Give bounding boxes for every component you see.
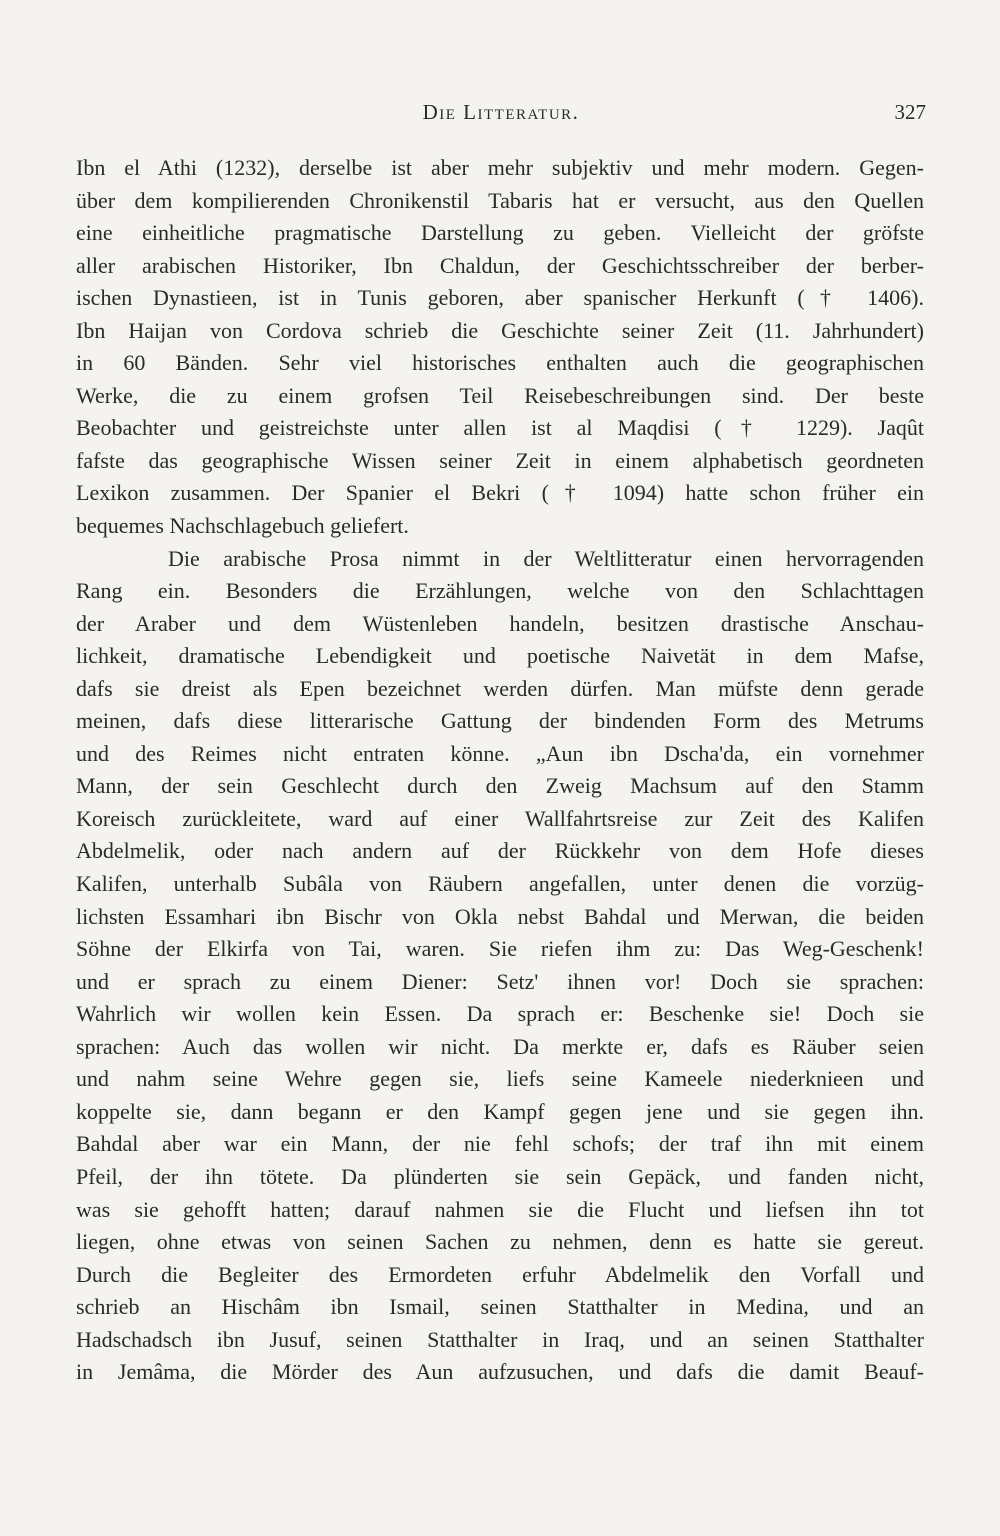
text-line: liegen, ohne etwas von seinen Sachen zu nehmen, denn es hatte sie gereut. xyxy=(76,1229,924,1255)
text-line: schrieb an Hischâm ibn Ismail, seinen Statthalter in Medina, und an xyxy=(76,1294,924,1320)
text-line: lichsten Essamhari ibn Bischr von Okla nebst Bahdal und Merwan, die beiden xyxy=(76,903,924,929)
text-line: Bahdal aber war ein Mann, der nie fehl schofs; der traf ihn mit einem xyxy=(76,1131,924,1157)
text-line: aller arabischen Historiker, Ibn Chaldun, der Geschichtsschreiber der berber- xyxy=(76,252,924,278)
text-line: und er sprach zu einem Diener: Setz' ihnen vor! Doch sie sprachen: xyxy=(76,968,924,994)
text-line: und des Reimes nicht entraten könne. „Aun ibn Dscha'da, ein vornehmer xyxy=(76,740,924,766)
text-line: in Jemâma, die Mörder des Aun aufzusuchen, und dafs die damit Beauf- xyxy=(76,1359,924,1385)
text-line: was sie gehofft hatten; darauf nahmen sie die Flucht und liefsen ihn tot xyxy=(76,1196,924,1222)
text-line: Werke, die zu einem grofsen Teil Reisebeschreibungen sind. Der beste xyxy=(76,382,924,408)
page-number: 327 xyxy=(894,100,926,124)
text-line: Kalifen, unterhalb Subâla von Räubern angefallen, unter denen die vorzüg- xyxy=(76,871,924,897)
running-head xyxy=(76,100,926,130)
text-line: meinen, dafs diese litterarische Gattung der bindenden Form des Metrums xyxy=(76,708,924,734)
text-line: Söhne der Elkirfa von Tai, waren. Sie riefen ihm zu: Das Weg-Geschenk! xyxy=(76,936,924,962)
text-line: Koreisch zurückleitete, ward auf einer Wallfahrtsreise zur Zeit des Kalifen xyxy=(76,805,924,831)
running-title: Die Litteratur. xyxy=(422,100,580,124)
text-line: ischen Dynastieen, ist in Tunis geboren, aber spanischer Herkunft († 1406). xyxy=(76,285,924,311)
text-line: Mann, der sein Geschlecht durch den Zweig Machsum auf den Stamm xyxy=(76,773,924,799)
text-line: Lexikon zusammen. Der Spanier el Bekri († 1094) hatte schon früher ein xyxy=(76,480,924,506)
text-line: in 60 Bänden. Sehr viel historisches enthalten auch die geographischen xyxy=(76,350,924,376)
text-line: der Araber und dem Wüstenleben handeln, besitzen drastische Anschau- xyxy=(76,610,924,636)
text-line: lichkeit, dramatische Lebendigkeit und poetische Naivetät in dem Mafse, xyxy=(76,643,924,669)
text-line: Pfeil, der ihn tötete. Da plünderten sie sein Gepäck, und fanden nicht, xyxy=(76,1163,924,1189)
body-text xyxy=(76,152,924,1389)
text-line: Abdelmelik, oder nach andern auf der Rückkehr von dem Hofe dieses xyxy=(76,838,924,864)
text-line: Durch die Begleiter des Ermordeten erfuhr Abdelmelik den Vorfall und xyxy=(76,1261,924,1287)
text-line: Wahrlich wir wollen kein Essen. Da sprach er: Beschenke sie! Doch sie xyxy=(76,1001,924,1027)
text-line: dafs sie dreist als Epen bezeichnet werden dürfen. Man müfste denn gerade xyxy=(76,675,924,701)
text-line: Rang ein. Besonders die Erzählungen, welche von den Schlachttagen xyxy=(76,578,924,604)
text-line: und nahm seine Wehre gegen sie, liefs seine Kameele niederknieen und xyxy=(76,1066,924,1092)
text-line: koppelte sie, dann begann er den Kampf gegen jene und sie gegen ihn. xyxy=(76,1098,924,1124)
text-line: Beobachter und geistreichste unter allen ist al Maqdisi († 1229). Jaqût xyxy=(76,415,924,441)
text-line: Ibn Haijan von Cordova schrieb die Geschichte seiner Zeit (11. Jahrhundert) xyxy=(76,317,924,343)
text-line: fafste das geographische Wissen seiner Zeit in einem alphabetisch geordneten xyxy=(76,447,924,473)
text-line: Ibn el Athi (1232), derselbe ist aber mehr subjektiv und mehr modern. Gegen- xyxy=(76,155,924,180)
text-line: Hadschadsch ibn Jusuf, seinen Statthalter in Iraq, und an seinen Statthalter xyxy=(76,1326,924,1352)
text-line: Die arabische Prosa nimmt in der Weltlitteratur einen hervorragenden xyxy=(168,545,924,571)
text-line: bequemes Nachschlagebuch geliefert. xyxy=(76,513,409,539)
text-line: sprachen: Auch das wollen wir nicht. Da merkte er, dafs es Räuber seien xyxy=(76,1033,924,1059)
text-line: über dem kompilierenden Chronikenstil Tabaris hat er versucht, aus den Quellen xyxy=(76,187,924,213)
text-line: eine einheitliche pragmatische Darstellung zu geben. Vielleicht der gröfste xyxy=(76,220,924,246)
